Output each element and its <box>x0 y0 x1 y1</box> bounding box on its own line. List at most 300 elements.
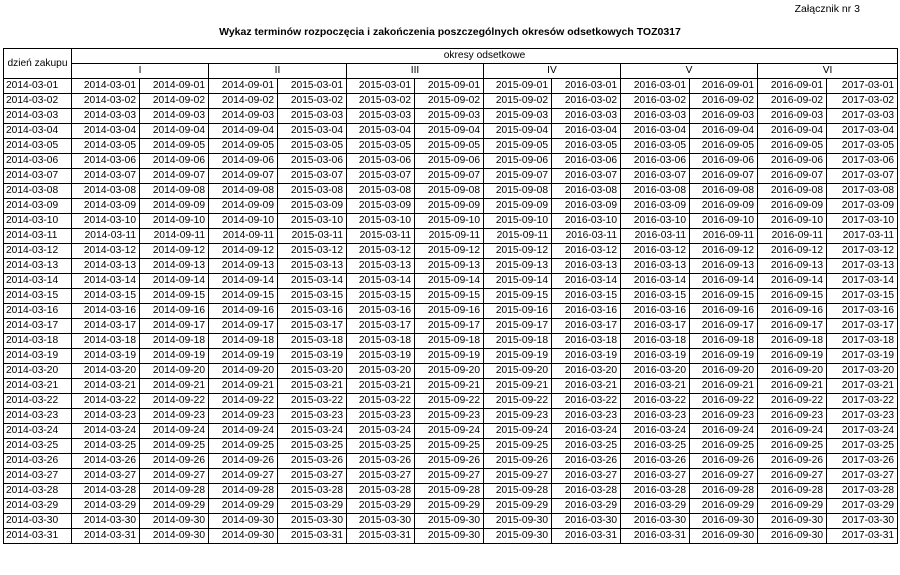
period-start-cell: 2015-09-10 <box>484 214 552 229</box>
period-start-cell: 2014-03-26 <box>72 454 140 469</box>
period-header: II <box>209 64 347 79</box>
table-row <box>4 154 898 169</box>
period-start-cell: 2014-09-17 <box>209 319 278 334</box>
period-start-cell: 2015-03-09 <box>347 199 415 214</box>
period-start-cell: 2016-03-26 <box>621 454 690 469</box>
period-end-cell: 2016-09-22 <box>690 394 758 409</box>
period-start-cell: 2014-03-21 <box>72 379 140 394</box>
period-end-cell: 2015-03-06 <box>278 154 347 169</box>
period-start-cell: 2016-03-22 <box>621 394 690 409</box>
period-start-cell: 2016-03-30 <box>621 514 690 529</box>
period-end-cell: 2014-09-27 <box>140 469 209 484</box>
period-start-cell: 2014-09-13 <box>209 259 278 274</box>
period-start-cell: 2014-09-08 <box>209 184 278 199</box>
period-start-cell: 2015-03-13 <box>347 259 415 274</box>
period-start-cell: 2015-03-06 <box>347 154 415 169</box>
period-start-cell: 2014-09-04 <box>209 124 278 139</box>
period-start-cell: 2015-09-19 <box>484 349 552 364</box>
purchase-date-cell: 2014-03-22 <box>4 394 72 409</box>
period-end-cell: 2017-03-22 <box>827 394 898 409</box>
period-end-cell: 2015-03-31 <box>278 529 347 544</box>
period-end-cell: 2015-03-19 <box>278 349 347 364</box>
period-start-cell: 2016-03-24 <box>621 424 690 439</box>
purchase-date-cell: 2014-03-17 <box>4 319 72 334</box>
period-end-cell: 2016-09-11 <box>690 229 758 244</box>
period-end-cell: 2016-09-01 <box>690 79 758 94</box>
purchase-date-cell: 2014-03-25 <box>4 439 72 454</box>
purchase-date-cell: 2014-03-28 <box>4 484 72 499</box>
period-start-cell: 2015-03-31 <box>347 529 415 544</box>
period-end-cell: 2015-03-22 <box>278 394 347 409</box>
interest-periods-table <box>3 48 898 544</box>
period-start-cell: 2016-09-04 <box>758 124 827 139</box>
table-row <box>4 319 898 334</box>
period-end-cell: 2015-03-18 <box>278 334 347 349</box>
period-start-cell: 2016-09-02 <box>758 94 827 109</box>
period-start-cell: 2016-03-11 <box>621 229 690 244</box>
period-end-cell: 2015-03-07 <box>278 169 347 184</box>
period-end-cell: 2016-09-09 <box>690 199 758 214</box>
period-start-cell: 2016-09-27 <box>758 469 827 484</box>
schedule-body <box>4 79 898 544</box>
period-start-cell: 2015-09-13 <box>484 259 552 274</box>
purchase-date-cell: 2014-03-19 <box>4 349 72 364</box>
interest-periods-header: okresy odsetkowe <box>72 49 898 64</box>
period-start-cell: 2016-09-14 <box>758 274 827 289</box>
period-end-cell: 2017-03-08 <box>827 184 898 199</box>
period-end-cell: 2017-03-18 <box>827 334 898 349</box>
period-end-cell: 2016-03-07 <box>552 169 621 184</box>
period-start-cell: 2015-03-20 <box>347 364 415 379</box>
period-end-cell: 2015-03-24 <box>278 424 347 439</box>
purchase-date-cell: 2014-03-03 <box>4 109 72 124</box>
period-start-cell: 2015-03-23 <box>347 409 415 424</box>
period-end-cell: 2016-09-19 <box>690 349 758 364</box>
period-start-cell: 2014-09-15 <box>209 289 278 304</box>
period-end-cell: 2015-03-04 <box>278 124 347 139</box>
period-end-cell: 2016-09-06 <box>690 154 758 169</box>
period-end-cell: 2016-03-09 <box>552 199 621 214</box>
period-start-cell: 2016-03-25 <box>621 439 690 454</box>
period-end-cell: 2017-03-24 <box>827 424 898 439</box>
period-start-cell: 2016-09-12 <box>758 244 827 259</box>
period-end-cell: 2017-03-20 <box>827 364 898 379</box>
period-end-cell: 2015-09-09 <box>415 199 484 214</box>
table-row <box>4 409 898 424</box>
table-row <box>4 184 898 199</box>
period-end-cell: 2017-03-11 <box>827 229 898 244</box>
period-start-cell: 2015-03-16 <box>347 304 415 319</box>
period-start-cell: 2016-09-20 <box>758 364 827 379</box>
period-end-cell: 2015-09-13 <box>415 259 484 274</box>
period-end-cell: 2015-03-14 <box>278 274 347 289</box>
period-start-cell: 2015-09-04 <box>484 124 552 139</box>
period-start-cell: 2016-09-18 <box>758 334 827 349</box>
table-row <box>4 439 898 454</box>
purchase-date-cell: 2014-03-29 <box>4 499 72 514</box>
period-end-cell: 2015-03-01 <box>278 79 347 94</box>
period-start-cell: 2014-03-02 <box>72 94 140 109</box>
period-start-cell: 2016-03-03 <box>621 109 690 124</box>
period-end-cell: 2015-03-29 <box>278 499 347 514</box>
period-end-cell: 2016-03-13 <box>552 259 621 274</box>
purchase-date-cell: 2014-03-23 <box>4 409 72 424</box>
period-start-cell: 2014-03-29 <box>72 499 140 514</box>
period-end-cell: 2017-03-21 <box>827 379 898 394</box>
period-start-cell: 2014-03-19 <box>72 349 140 364</box>
period-end-cell: 2016-03-01 <box>552 79 621 94</box>
period-start-cell: 2015-03-26 <box>347 454 415 469</box>
period-end-cell: 2016-03-24 <box>552 424 621 439</box>
period-start-cell: 2016-09-15 <box>758 289 827 304</box>
period-end-cell: 2014-09-04 <box>140 124 209 139</box>
period-start-cell: 2015-09-26 <box>484 454 552 469</box>
period-end-cell: 2016-09-24 <box>690 424 758 439</box>
table-row <box>4 199 898 214</box>
purchase-date-cell: 2014-03-08 <box>4 184 72 199</box>
period-end-cell: 2015-03-23 <box>278 409 347 424</box>
period-end-cell: 2016-03-17 <box>552 319 621 334</box>
period-start-cell: 2014-09-22 <box>209 394 278 409</box>
period-start-cell: 2016-03-01 <box>621 79 690 94</box>
period-start-cell: 2015-09-15 <box>484 289 552 304</box>
period-start-cell: 2015-03-14 <box>347 274 415 289</box>
period-header: VI <box>758 64 898 79</box>
period-header: I <box>72 64 209 79</box>
period-start-cell: 2016-03-10 <box>621 214 690 229</box>
table-row <box>4 529 898 544</box>
period-start-cell: 2015-03-04 <box>347 124 415 139</box>
period-start-cell: 2014-03-14 <box>72 274 140 289</box>
period-start-cell: 2016-09-16 <box>758 304 827 319</box>
period-start-cell: 2014-03-09 <box>72 199 140 214</box>
table-row <box>4 169 898 184</box>
purchase-date-cell: 2014-03-20 <box>4 364 72 379</box>
period-start-cell: 2014-03-05 <box>72 139 140 154</box>
table-row <box>4 499 898 514</box>
period-end-cell: 2015-09-30 <box>415 514 484 529</box>
annex-label: Załącznik nr 3 <box>794 3 860 15</box>
period-end-cell: 2016-03-21 <box>552 379 621 394</box>
purchase-date-cell: 2014-03-16 <box>4 304 72 319</box>
purchase-date-cell: 2014-03-01 <box>4 79 72 94</box>
purchase-date-cell: 2014-03-14 <box>4 274 72 289</box>
period-start-cell: 2014-09-16 <box>209 304 278 319</box>
period-end-cell: 2016-03-22 <box>552 394 621 409</box>
period-start-cell: 2014-03-25 <box>72 439 140 454</box>
period-end-cell: 2016-03-31 <box>552 529 621 544</box>
period-start-cell: 2014-03-27 <box>72 469 140 484</box>
period-end-cell: 2016-03-27 <box>552 469 621 484</box>
period-start-cell: 2016-03-15 <box>621 289 690 304</box>
purchase-date-cell: 2014-03-21 <box>4 379 72 394</box>
period-start-cell: 2015-09-22 <box>484 394 552 409</box>
period-numbers-row <box>4 64 898 79</box>
period-end-cell: 2015-09-14 <box>415 274 484 289</box>
period-end-cell: 2016-03-11 <box>552 229 621 244</box>
period-end-cell: 2015-09-19 <box>415 349 484 364</box>
period-start-cell: 2014-03-01 <box>72 79 140 94</box>
table-row <box>4 259 898 274</box>
period-start-cell: 2014-09-09 <box>209 199 278 214</box>
table-row <box>4 424 898 439</box>
period-start-cell: 2015-03-29 <box>347 499 415 514</box>
period-end-cell: 2015-09-12 <box>415 244 484 259</box>
period-start-cell: 2014-09-29 <box>209 499 278 514</box>
period-end-cell: 2016-03-19 <box>552 349 621 364</box>
period-end-cell: 2015-03-21 <box>278 379 347 394</box>
period-end-cell: 2015-03-20 <box>278 364 347 379</box>
period-start-cell: 2015-03-01 <box>347 79 415 94</box>
period-end-cell: 2015-09-30 <box>415 529 484 544</box>
purchase-day-header: dzień zakupu <box>4 49 72 79</box>
period-start-cell: 2014-03-22 <box>72 394 140 409</box>
period-end-cell: 2015-03-08 <box>278 184 347 199</box>
period-end-cell: 2016-03-25 <box>552 439 621 454</box>
period-start-cell: 2016-09-07 <box>758 169 827 184</box>
period-start-cell: 2015-09-17 <box>484 319 552 334</box>
period-end-cell: 2015-03-11 <box>278 229 347 244</box>
period-end-cell: 2014-09-26 <box>140 454 209 469</box>
period-end-cell: 2015-03-15 <box>278 289 347 304</box>
period-start-cell: 2014-09-23 <box>209 409 278 424</box>
period-start-cell: 2015-03-02 <box>347 94 415 109</box>
period-start-cell: 2014-03-20 <box>72 364 140 379</box>
period-end-cell: 2017-03-30 <box>827 514 898 529</box>
purchase-date-cell: 2014-03-09 <box>4 199 72 214</box>
period-end-cell: 2016-03-15 <box>552 289 621 304</box>
period-end-cell: 2015-09-24 <box>415 424 484 439</box>
period-end-cell: 2016-09-20 <box>690 364 758 379</box>
period-start-cell: 2015-03-21 <box>347 379 415 394</box>
period-start-cell: 2014-09-20 <box>209 364 278 379</box>
period-start-cell: 2015-03-28 <box>347 484 415 499</box>
period-end-cell: 2016-03-23 <box>552 409 621 424</box>
period-end-cell: 2014-09-16 <box>140 304 209 319</box>
table-row <box>4 124 898 139</box>
purchase-date-cell: 2014-03-13 <box>4 259 72 274</box>
period-end-cell: 2014-09-30 <box>140 529 209 544</box>
purchase-date-cell: 2014-03-10 <box>4 214 72 229</box>
period-end-cell: 2015-09-29 <box>415 499 484 514</box>
table-row <box>4 289 898 304</box>
period-start-cell: 2015-03-11 <box>347 229 415 244</box>
period-start-cell: 2015-09-29 <box>484 499 552 514</box>
period-start-cell: 2014-03-11 <box>72 229 140 244</box>
period-end-cell: 2014-09-17 <box>140 319 209 334</box>
purchase-date-cell: 2014-03-05 <box>4 139 72 154</box>
period-end-cell: 2015-09-10 <box>415 214 484 229</box>
period-start-cell: 2015-09-09 <box>484 199 552 214</box>
period-end-cell: 2016-09-30 <box>690 514 758 529</box>
period-start-cell: 2016-03-04 <box>621 124 690 139</box>
period-start-cell: 2016-03-13 <box>621 259 690 274</box>
period-end-cell: 2017-03-02 <box>827 94 898 109</box>
period-start-cell: 2016-09-09 <box>758 199 827 214</box>
period-start-cell: 2015-09-11 <box>484 229 552 244</box>
period-end-cell: 2015-03-30 <box>278 514 347 529</box>
period-end-cell: 2015-09-02 <box>415 94 484 109</box>
period-end-cell: 2015-03-17 <box>278 319 347 334</box>
period-start-cell: 2016-09-17 <box>758 319 827 334</box>
period-end-cell: 2015-09-01 <box>415 79 484 94</box>
period-end-cell: 2015-03-02 <box>278 94 347 109</box>
period-start-cell: 2016-03-21 <box>621 379 690 394</box>
period-start-cell: 2015-09-30 <box>484 514 552 529</box>
period-end-cell: 2014-09-14 <box>140 274 209 289</box>
period-start-cell: 2014-09-19 <box>209 349 278 364</box>
period-start-cell: 2014-09-05 <box>209 139 278 154</box>
period-start-cell: 2016-03-07 <box>621 169 690 184</box>
period-start-cell: 2014-03-31 <box>72 529 140 544</box>
purchase-date-cell: 2014-03-15 <box>4 289 72 304</box>
period-start-cell: 2016-03-19 <box>621 349 690 364</box>
period-start-cell: 2015-09-03 <box>484 109 552 124</box>
period-end-cell: 2014-09-05 <box>140 139 209 154</box>
period-start-cell: 2016-09-05 <box>758 139 827 154</box>
period-start-cell: 2015-09-28 <box>484 484 552 499</box>
period-start-cell: 2014-09-26 <box>209 454 278 469</box>
table-row <box>4 229 898 244</box>
period-start-cell: 2015-03-27 <box>347 469 415 484</box>
period-end-cell: 2016-09-15 <box>690 289 758 304</box>
period-start-cell: 2014-09-18 <box>209 334 278 349</box>
period-end-cell: 2017-03-16 <box>827 304 898 319</box>
period-start-cell: 2016-03-02 <box>621 94 690 109</box>
period-end-cell: 2014-09-22 <box>140 394 209 409</box>
period-start-cell: 2016-09-11 <box>758 229 827 244</box>
period-end-cell: 2015-03-26 <box>278 454 347 469</box>
period-end-cell: 2015-03-13 <box>278 259 347 274</box>
period-end-cell: 2016-03-06 <box>552 154 621 169</box>
table-row <box>4 484 898 499</box>
period-end-cell: 2015-03-27 <box>278 469 347 484</box>
period-start-cell: 2014-09-30 <box>209 514 278 529</box>
period-start-cell: 2014-09-28 <box>209 484 278 499</box>
period-end-cell: 2015-09-08 <box>415 184 484 199</box>
period-end-cell: 2016-09-18 <box>690 334 758 349</box>
period-end-cell: 2015-09-15 <box>415 289 484 304</box>
period-end-cell: 2014-09-12 <box>140 244 209 259</box>
period-end-cell: 2016-09-29 <box>690 499 758 514</box>
period-end-cell: 2014-09-03 <box>140 109 209 124</box>
period-end-cell: 2016-09-13 <box>690 259 758 274</box>
period-end-cell: 2017-03-04 <box>827 124 898 139</box>
period-end-cell: 2017-03-26 <box>827 454 898 469</box>
period-end-cell: 2017-03-27 <box>827 469 898 484</box>
period-end-cell: 2015-03-12 <box>278 244 347 259</box>
period-end-cell: 2015-09-20 <box>415 364 484 379</box>
period-end-cell: 2017-03-14 <box>827 274 898 289</box>
purchase-date-cell: 2014-03-30 <box>4 514 72 529</box>
period-end-cell: 2017-03-12 <box>827 244 898 259</box>
period-end-cell: 2014-09-23 <box>140 409 209 424</box>
period-start-cell: 2014-03-30 <box>72 514 140 529</box>
period-end-cell: 2016-03-04 <box>552 124 621 139</box>
period-start-cell: 2016-03-28 <box>621 484 690 499</box>
purchase-date-cell: 2014-03-07 <box>4 169 72 184</box>
period-start-cell: 2014-09-11 <box>209 229 278 244</box>
table-row <box>4 79 898 94</box>
period-start-cell: 2016-09-13 <box>758 259 827 274</box>
period-end-cell: 2016-09-23 <box>690 409 758 424</box>
period-end-cell: 2014-09-06 <box>140 154 209 169</box>
period-start-cell: 2016-09-21 <box>758 379 827 394</box>
period-end-cell: 2014-09-08 <box>140 184 209 199</box>
period-start-cell: 2016-09-22 <box>758 394 827 409</box>
period-end-cell: 2015-09-22 <box>415 394 484 409</box>
period-end-cell: 2015-09-17 <box>415 319 484 334</box>
period-start-cell: 2015-09-07 <box>484 169 552 184</box>
period-end-cell: 2017-03-17 <box>827 319 898 334</box>
purchase-date-cell: 2014-03-26 <box>4 454 72 469</box>
period-start-cell: 2014-09-07 <box>209 169 278 184</box>
period-start-cell: 2016-09-10 <box>758 214 827 229</box>
period-end-cell: 2016-09-26 <box>690 454 758 469</box>
period-start-cell: 2015-03-12 <box>347 244 415 259</box>
period-end-cell: 2016-03-18 <box>552 334 621 349</box>
period-end-cell: 2016-03-28 <box>552 484 621 499</box>
period-end-cell: 2016-09-10 <box>690 214 758 229</box>
period-start-cell: 2014-03-04 <box>72 124 140 139</box>
purchase-date-cell: 2014-03-12 <box>4 244 72 259</box>
period-start-cell: 2015-09-12 <box>484 244 552 259</box>
period-end-cell: 2015-09-05 <box>415 139 484 154</box>
period-start-cell: 2015-09-23 <box>484 409 552 424</box>
period-end-cell: 2017-03-31 <box>827 529 898 544</box>
period-end-cell: 2017-03-13 <box>827 259 898 274</box>
period-start-cell: 2014-09-27 <box>209 469 278 484</box>
period-end-cell: 2014-09-21 <box>140 379 209 394</box>
period-start-cell: 2014-03-12 <box>72 244 140 259</box>
period-end-cell: 2015-03-09 <box>278 199 347 214</box>
period-end-cell: 2014-09-28 <box>140 484 209 499</box>
period-end-cell: 2017-03-28 <box>827 484 898 499</box>
period-end-cell: 2014-09-11 <box>140 229 209 244</box>
period-start-cell: 2015-03-03 <box>347 109 415 124</box>
period-start-cell: 2014-03-23 <box>72 409 140 424</box>
period-end-cell: 2015-03-05 <box>278 139 347 154</box>
period-start-cell: 2016-09-03 <box>758 109 827 124</box>
period-end-cell: 2016-03-03 <box>552 109 621 124</box>
period-start-cell: 2014-03-17 <box>72 319 140 334</box>
period-start-cell: 2016-03-09 <box>621 199 690 214</box>
period-end-cell: 2016-09-27 <box>690 469 758 484</box>
period-end-cell: 2016-09-30 <box>690 529 758 544</box>
table-row <box>4 454 898 469</box>
period-start-cell: 2014-09-01 <box>209 79 278 94</box>
period-end-cell: 2015-09-04 <box>415 124 484 139</box>
table-row <box>4 214 898 229</box>
period-end-cell: 2015-09-07 <box>415 169 484 184</box>
period-header: III <box>347 64 484 79</box>
period-start-cell: 2015-09-21 <box>484 379 552 394</box>
period-start-cell: 2014-03-15 <box>72 289 140 304</box>
purchase-date-cell: 2014-03-04 <box>4 124 72 139</box>
period-end-cell: 2014-09-19 <box>140 349 209 364</box>
period-start-cell: 2014-09-12 <box>209 244 278 259</box>
table-row <box>4 334 898 349</box>
period-end-cell: 2016-09-05 <box>690 139 758 154</box>
period-start-cell: 2014-09-24 <box>209 424 278 439</box>
period-end-cell: 2014-09-25 <box>140 439 209 454</box>
period-start-cell: 2016-03-17 <box>621 319 690 334</box>
period-end-cell: 2015-09-28 <box>415 484 484 499</box>
period-start-cell: 2014-03-13 <box>72 259 140 274</box>
period-start-cell: 2016-09-30 <box>758 514 827 529</box>
period-end-cell: 2016-03-20 <box>552 364 621 379</box>
period-end-cell: 2017-03-09 <box>827 199 898 214</box>
